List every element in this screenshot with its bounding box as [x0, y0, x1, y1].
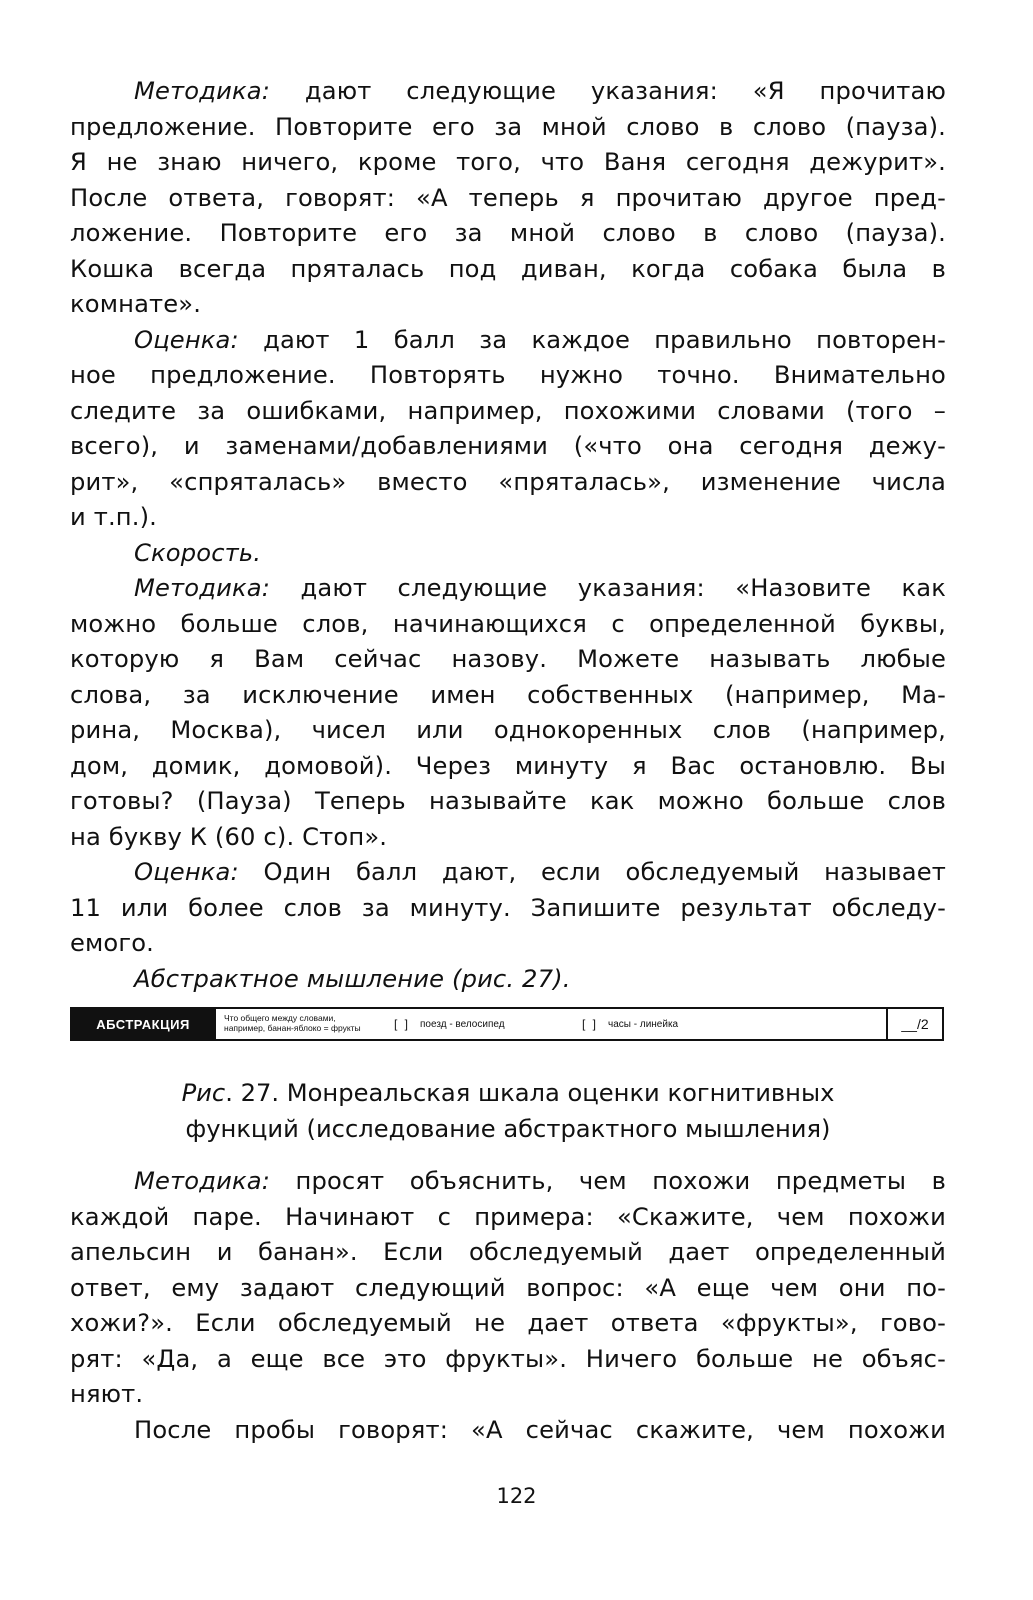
figure-pair-1: [ ] поезд - велосипед — [394, 1017, 505, 1031]
figure-question: Что общего между словами, например, банан-яблоко = фрукты — [214, 1009, 372, 1039]
paragraph-score-repeat — [70, 323, 946, 572]
moca-abstraction-figure — [70, 1007, 944, 1041]
figure-caption-line-1: Рис. 27. Монреальская шкала оценки когнитивных — [181, 1079, 835, 1107]
text-line: дом, домик, домовой). Через минуту я Вас остановлю. Вы — [70, 751, 946, 780]
text-line: ложение. Повторите его за мной слово в слово (пауза). — [70, 219, 946, 247]
text-line: рит», «спряталась» вместо «пряталась», изменение числа — [70, 467, 946, 496]
figure-header: АБСТРАКЦИЯ — [72, 1009, 214, 1039]
score-label: Оценка: — [134, 325, 239, 354]
paragraph-method-abstract — [70, 1164, 946, 1448]
score-label: Оценка: — [134, 858, 239, 886]
text-line: Кошка всегда пряталась под диван, когда собака была в — [70, 254, 946, 283]
text-line: Методика: дают следующие указания: «Я прочитаю — [134, 77, 946, 105]
text-line: Методика: дают следующие указания: «Назовите как — [134, 574, 946, 602]
text-line: ное предложение. Повторять нужно точно. Внимательно — [70, 361, 946, 389]
caption-label: Рис — [181, 1079, 226, 1107]
text-line: комнате». — [70, 290, 202, 318]
text-line: предложение. Повторите его за мной слово в слово (пауза). — [70, 112, 946, 141]
paragraph-score-speed — [70, 855, 946, 997]
method-label: Методика: — [134, 77, 271, 105]
text-line: всего), и заменами/добавлениями («что она сегодня дежу- — [70, 432, 946, 460]
text-line: каждой паре. Начинают с примера: «Скажите, чем похожи — [70, 1202, 946, 1231]
text-line: рят: «Да, а еще все это фрукты». Ничего больше не объяс- — [70, 1344, 946, 1373]
figure-caption-line-2: функций (исследование абстрактного мышления) — [185, 1114, 831, 1143]
checkbox-bracket: [ ] — [394, 1017, 411, 1031]
text-line: 11 или более слов за минуту. Запишите результат обследу- — [70, 893, 946, 922]
text-line: ответ, ему задают следующий вопрос: «А еще чем они по- — [70, 1273, 946, 1302]
paragraph-method-repeat — [70, 74, 946, 323]
text-line: После ответа, говорят: «А теперь я прочитаю другое пред- — [70, 183, 946, 212]
figure-score: __/2 — [886, 1009, 942, 1039]
heading-abstract: Абстрактное мышление (рис. 27). — [134, 964, 571, 993]
text-line: рина, Москва), чисел или однокоренных слов (например, — [70, 716, 946, 744]
text-line: апельсин и банан». Если обследуемый дает определенный — [70, 1238, 946, 1266]
text-line: После пробы говорят: «А сейчас скажите, чем похожи — [134, 1415, 946, 1444]
method-label: Методика: — [134, 574, 271, 602]
text-line: и т.п.). — [70, 503, 158, 531]
text-line: слова, за исключение имен собственных (например, Ма- — [70, 680, 946, 709]
text-line: на букву К (60 с). Стоп». — [70, 822, 388, 851]
text-line: хожи?». Если обследуемый не дает ответа «фрукты», гово- — [70, 1309, 946, 1337]
text-line: готовы? (Пауза) Теперь называйте как можно больше слов — [70, 787, 946, 815]
text-line: Я не знаю ничего, кроме того, что Ваня сегодня дежурит». — [70, 148, 946, 176]
checkbox-bracket: [ ] — [582, 1017, 599, 1031]
text-line: няют. — [70, 1380, 144, 1408]
text-line: можно больше слов, начинающихся с определенной буквы, — [70, 609, 946, 638]
text-line: Методика: просят объяснить, чем похожи предметы в — [134, 1167, 946, 1195]
heading-speed: Скорость. — [134, 538, 262, 567]
text-line: Оценка: дают 1 балл за каждое правильно повторен- — [134, 325, 946, 354]
paragraph-method-speed — [70, 571, 946, 855]
page-number: 122 — [496, 1484, 537, 1508]
text-line: Оценка: Один балл дают, если обследуемый называет — [134, 858, 946, 886]
figure-pair-2: [ ] часы - линейка — [582, 1017, 679, 1031]
text-line: следите за ошибками, например, похожими словами (того – — [70, 396, 946, 425]
method-label: Методика: — [134, 1167, 271, 1195]
text-line: которую я Вам сейчас назову. Можете называть любые — [70, 645, 946, 673]
text-line: емого. — [70, 929, 155, 957]
